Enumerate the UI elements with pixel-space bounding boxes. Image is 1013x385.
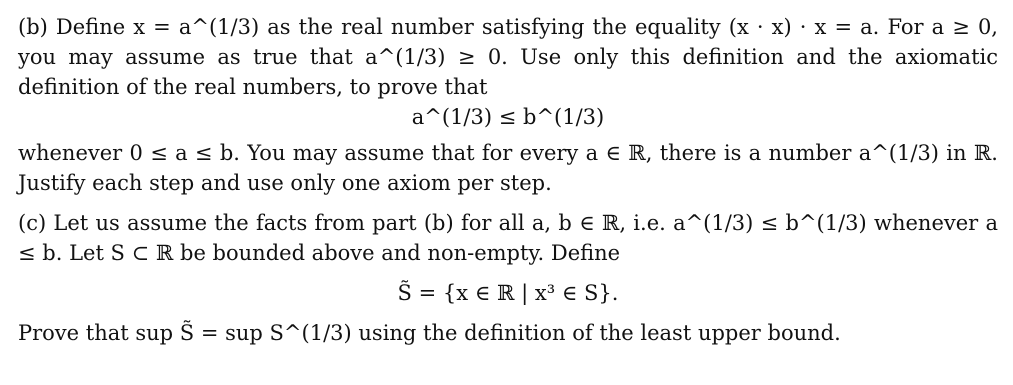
document-page — [18, 12, 998, 348]
part-b-display-inequality: a^(1/3) ≤ b^(1/3) — [411, 105, 605, 129]
part-c-paragraph-2: Prove that sup S̃ = sup S^(1/3) using the definition of the least upper bound. — [18, 321, 841, 345]
spacer — [18, 268, 998, 278]
spacer — [18, 308, 998, 318]
part-b-paragraph-1: (b) Define x = a^(1/3) as the real number satisfying the equality (x · x) · x = a. For a ≥ 0, you may assume as true that a^(1/3) ≥ 0. Use only this definition and the axiomatic definition of the real numbers, to prove that — [18, 15, 998, 99]
part-c-display-set-definition: S̃ = {x ∈ ℝ | x³ ∈ S}. — [397, 281, 619, 305]
spacer — [18, 198, 998, 208]
part-c-paragraph-1: (c) Let us assume the facts from part (b) for all a, b ∈ ℝ, i.e. a^(1/3) ≤ b^(1/3) whenever a ≤ b. Let S ⊂ ℝ be bounded above and non-empty. Define — [18, 211, 998, 265]
part-b-paragraph-2: whenever 0 ≤ a ≤ b. You may assume that for every a ∈ ℝ, there is a number a^(1/3) in ℝ. Justify each step and use only one axiom per step. — [18, 141, 998, 195]
